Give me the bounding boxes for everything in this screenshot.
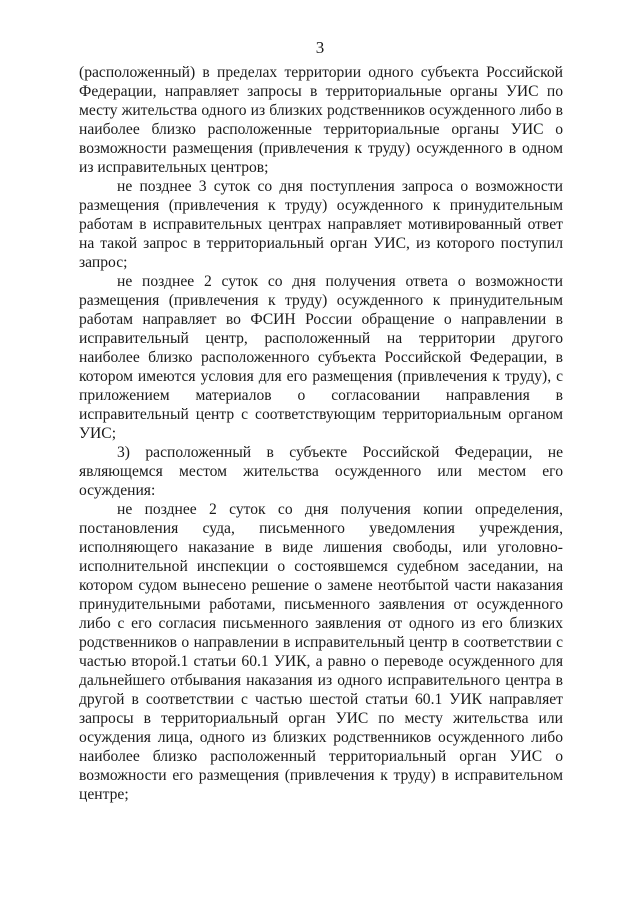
paragraph: не позднее 3 суток со дня поступления запроса о возможности размещения (привлечения к труду) осужденного к принудительным работам в исправительных центрах направляет мотивированный ответ на такой запрос в территориальный орган УИС, из которого поступил запрос; [79, 178, 563, 271]
page-number: 3 [315, 38, 325, 57]
paragraph-item-3: 3) расположенный в субъекте Российской Федерации, не являющемся местом жительства осужденного или местом его осуждения: [79, 444, 563, 499]
paragraph: не позднее 2 суток со дня получения копии определения, постановления суда, письменного уведомления учреждения, исполняющего наказание в виде лишения свободы, или уголовно-исполнительной инспекции о состоявшемся судебном заседании, на котором судом вынесено решение о замене неотбытой части наказания принудительными работами, письменного заявления от осужденного либо с его согласия письменного заявления от одного из его близких родственников о направлении в исправительный центр в соответствии с частью второй.1 статьи 60.1 УИК, а равно о переводе осужденного для дальнейшего отбывания наказания из одного исправительного центра в другой в соответствии с частью шестой статьи 60.1 УИК направляет запросы в территориальный орган УИС по месту жительства или осуждения лица, одного из близких родственников осужденного либо наиболее близко расположенный территориальный орган УИС о возможности его размещения (привлечения к труду) в исправительном центре; [79, 501, 563, 803]
paragraph-continuation: (расположенный) в пределах территории одного субъекта Российской Федерации, направляет запросы в территориальные органы УИС по месту жительства одного из близких родственников осужденного либо в наиболее близко расположенные территориальные органы УИС о возможности размещения (привлечения к труду) осужденного в одном из исправительных центров; [79, 64, 563, 176]
paragraph: не позднее 2 суток со дня получения ответа о возможности размещения (привлечения к труду) осужденного к принудительным работам направляет во ФСИН России обращение о направлении в исправительный центр, расположенный на территории другого наиболее близко расположенного субъекта Российской Федерации, в котором имеются условия для его размещения (привлечения к труду), с приложением материалов о согласовании направления в исправительный центр с соответствующим территориальным органом УИС; [79, 273, 563, 442]
document-body [79, 63, 563, 804]
